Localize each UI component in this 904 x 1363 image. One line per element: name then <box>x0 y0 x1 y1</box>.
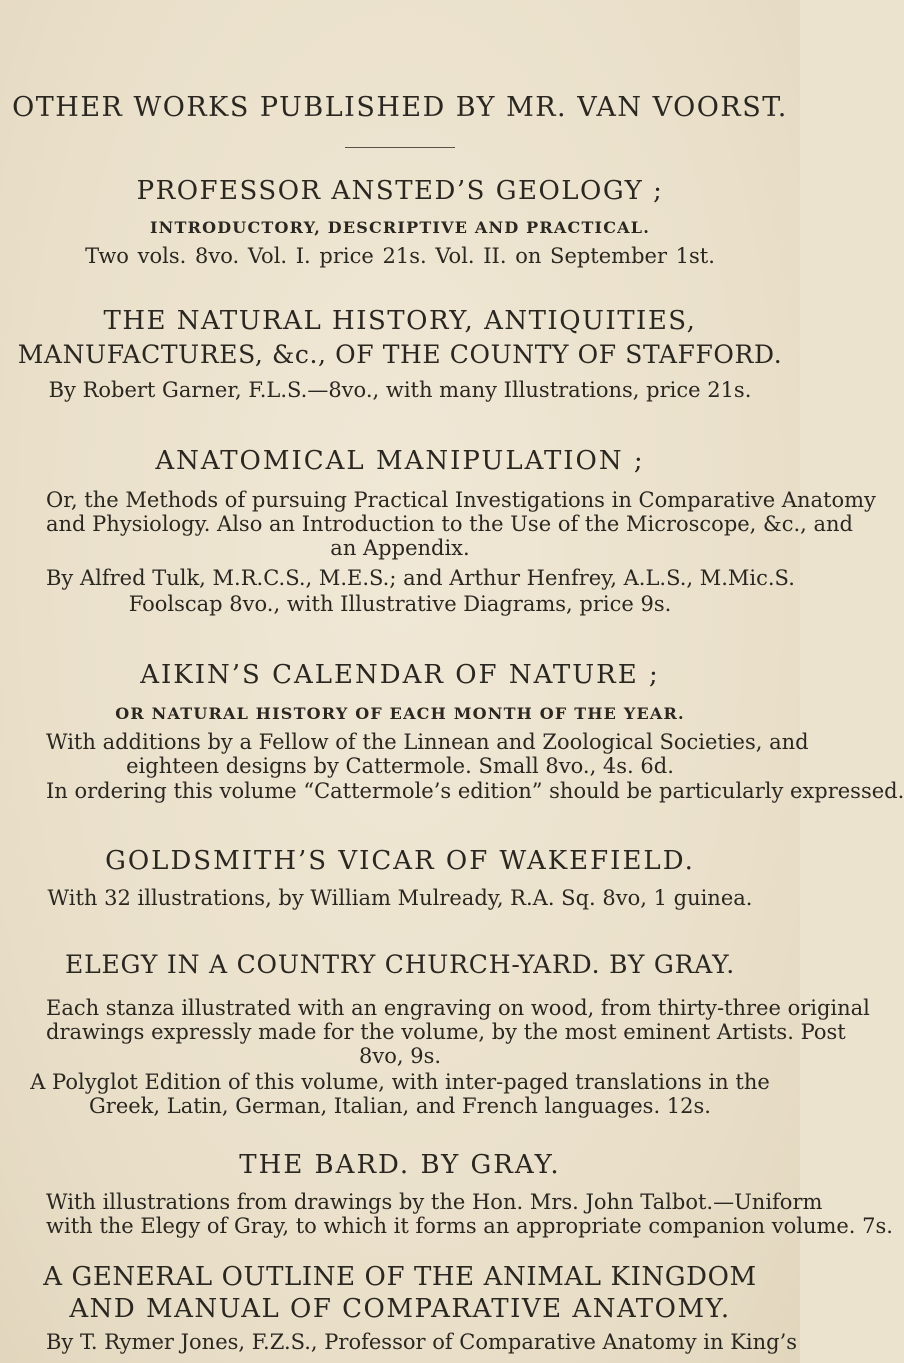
entry-line: Two vols. 8vo. Vol. I. price 21s. Vol. II. on September 1st. <box>85 244 715 268</box>
entry-heading: THE BARD. BY GRAY. <box>239 1150 561 1180</box>
masthead: OTHER WORKS PUBLISHED BY MR. VAN VOORST. <box>12 92 788 123</box>
entry-subheading: OR NATURAL HISTORY OF EACH MONTH OF THE YEAR. <box>115 704 685 723</box>
entry-line: By T. Rymer Jones, F.Z.S., Professor of Comparative Anatomy in King’s <box>46 1330 798 1354</box>
entry-line: Foolscap 8vo., with Illustrative Diagrams, price 9s. <box>128 592 672 616</box>
entry-line: and Physiology. Also an Introduction to the Use of the Microscope, &c., and <box>46 512 854 536</box>
entry-line: with the Elegy of Gray, to which it forms an appropriate companion volume. 7s. <box>46 1214 893 1238</box>
entry-line: With additions by a Fellow of the Linnean and Zoological Societies, and <box>46 730 809 754</box>
entry-line: drawings expressly made for the volume, by the most eminent Artists. Post <box>46 1020 846 1044</box>
entry-heading: A GENERAL OUTLINE OF THE ANIMAL KINGDOM <box>43 1262 757 1292</box>
entry-heading: MANUFACTURES, &c., OF THE COUNTY OF STAFFORD. <box>17 340 783 369</box>
entry-subheading: INTRODUCTORY, DESCRIPTIVE AND PRACTICAL. <box>149 218 651 237</box>
entry-line: Each stanza illustrated with an engraving on wood, from thirty-three original <box>46 996 870 1020</box>
entry-heading: ELEGY IN A COUNTRY CHURCH-YARD. BY GRAY. <box>65 950 735 979</box>
entry-line: Greek, Latin, German, Italian, and French languages. 12s. <box>89 1094 711 1118</box>
entry-line: With 32 illustrations, by William Mulready, R.A. Sq. 8vo, 1 guinea. <box>47 886 753 910</box>
entry-heading: PROFESSOR ANSTED’S GEOLOGY ; <box>136 176 664 206</box>
entry-line: In ordering this volume “Cattermole’s edition” should be particularly expressed. <box>46 779 904 803</box>
divider <box>345 147 455 148</box>
entry-heading: GOLDSMITH’S VICAR OF WAKEFIELD. <box>105 846 695 876</box>
entry-line: an Appendix. <box>330 536 470 560</box>
entry-line: By Robert Garner, F.L.S.—8vo., with many Illustrations, price 21s. <box>48 378 752 402</box>
entry-line: Or, the Methods of pursuing Practical Investigations in Comparative Anatomy <box>46 488 876 512</box>
entry-line: With illustrations from drawings by the Hon. Mrs. John Talbot.—Uniform <box>46 1190 823 1214</box>
entry-heading: AIKIN’S CALENDAR OF NATURE ; <box>140 660 660 690</box>
entry-line: eighteen designs by Cattermole. Small 8vo., 4s. 6d. <box>126 754 674 778</box>
entry-line: By Alfred Tulk, M.R.C.S., M.E.S.; and Arthur Henfrey, A.L.S., M.Mic.S. <box>46 566 795 590</box>
entry-heading: THE NATURAL HISTORY, ANTIQUITIES, <box>103 306 697 336</box>
entry-heading: AND MANUAL OF COMPARATIVE ANATOMY. <box>69 1294 731 1324</box>
entry-line: A Polyglot Edition of this volume, with inter-paged translations in the <box>30 1070 770 1094</box>
entry-heading: ANATOMICAL MANIPULATION ; <box>155 446 645 476</box>
entry-line: 8vo, 9s. <box>358 1044 442 1068</box>
